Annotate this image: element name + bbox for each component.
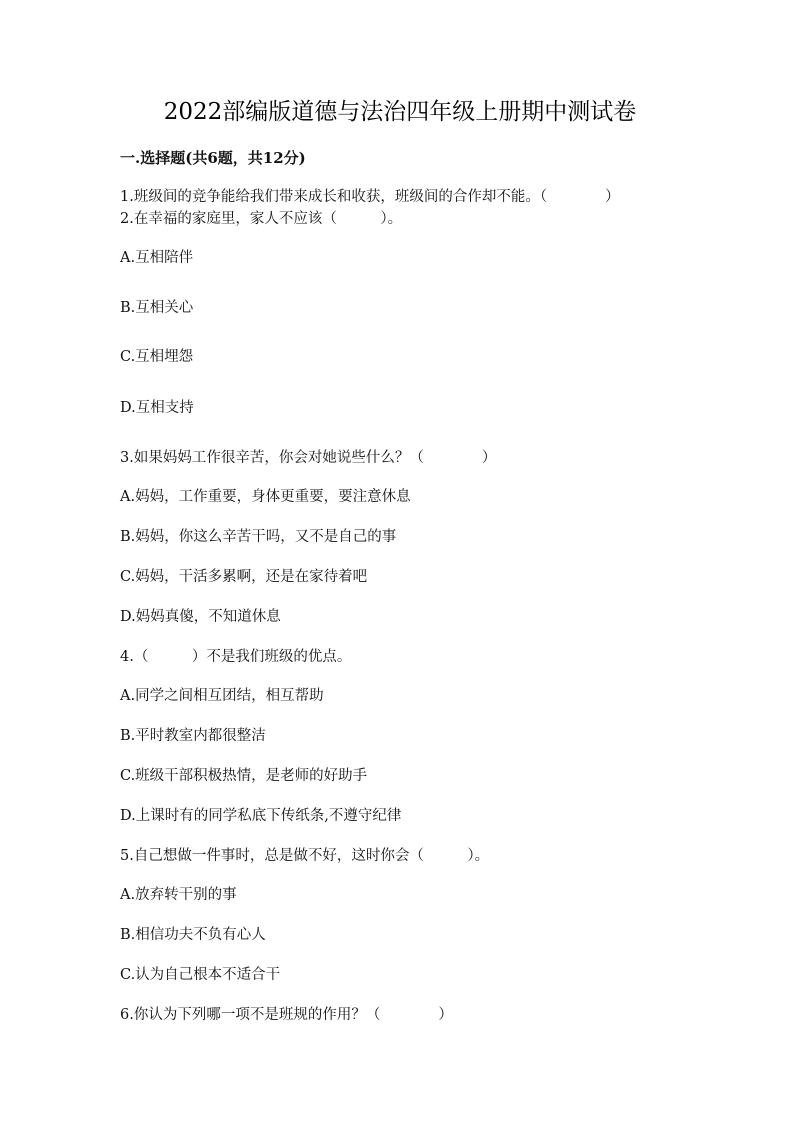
question-4-option-d: D.上课时有的同学私底下传纸条,不遵守纪律 (120, 808, 402, 824)
question-5-option-c: C.认为自己根本不适合干 (120, 967, 281, 983)
question-5-option-a: A.放弃转干别的事 (120, 887, 237, 903)
question-4-option-c: C.班级干部积极热情，是老师的好助手 (120, 768, 368, 784)
question-2-option-b: B.互相关心 (120, 300, 194, 316)
question-2-stem: 2.在幸福的家庭里，家人不应该（ ）。 (120, 211, 403, 227)
section-heading: 一.选择题(共6题，共12分) (120, 149, 306, 167)
question-5-stem: 5.自己想做一件事时，总是做不好，这时你会（ ）。 (120, 848, 490, 864)
question-3-option-a: A.妈妈，工作重要，身体更重要，要注意休息 (120, 489, 411, 505)
question-4-option-b: B.平时教室内都很整洁 (120, 728, 266, 744)
question-2-option-a: A.互相陪伴 (120, 250, 194, 266)
question-4-stem: 4.（ ）不是我们班级的优点。 (120, 649, 352, 665)
question-6-stem: 6.你认为下列哪一项不是班规的作用？（ ） (120, 1007, 453, 1023)
question-1-stem: 1.班级间的竞争能给我们带来成长和收获，班级间的合作却不能。（ ） (120, 189, 620, 205)
question-5-option-b: B.相信功夫不负有心人 (120, 927, 266, 943)
question-3-option-c: C.妈妈，干活多累啊，还是在家待着吧 (120, 569, 368, 585)
question-4-option-a: A.同学之间相互团结，相互帮助 (120, 688, 324, 704)
question-3-stem: 3.如果妈妈工作很辛苦，你会对她说些什么？（ ） (120, 450, 497, 466)
question-2-option-c: C.互相埋怨 (120, 349, 194, 365)
question-2-option-d: D.互相支持 (120, 400, 194, 416)
question-3-option-b: B.妈妈，你这么辛苦干吗，又不是自己的事 (120, 529, 397, 545)
question-3-option-d: D.妈妈真傻，不知道休息 (120, 609, 281, 625)
page-title: 2022部编版道德与法治四年级上册期中测试卷 (163, 99, 637, 125)
